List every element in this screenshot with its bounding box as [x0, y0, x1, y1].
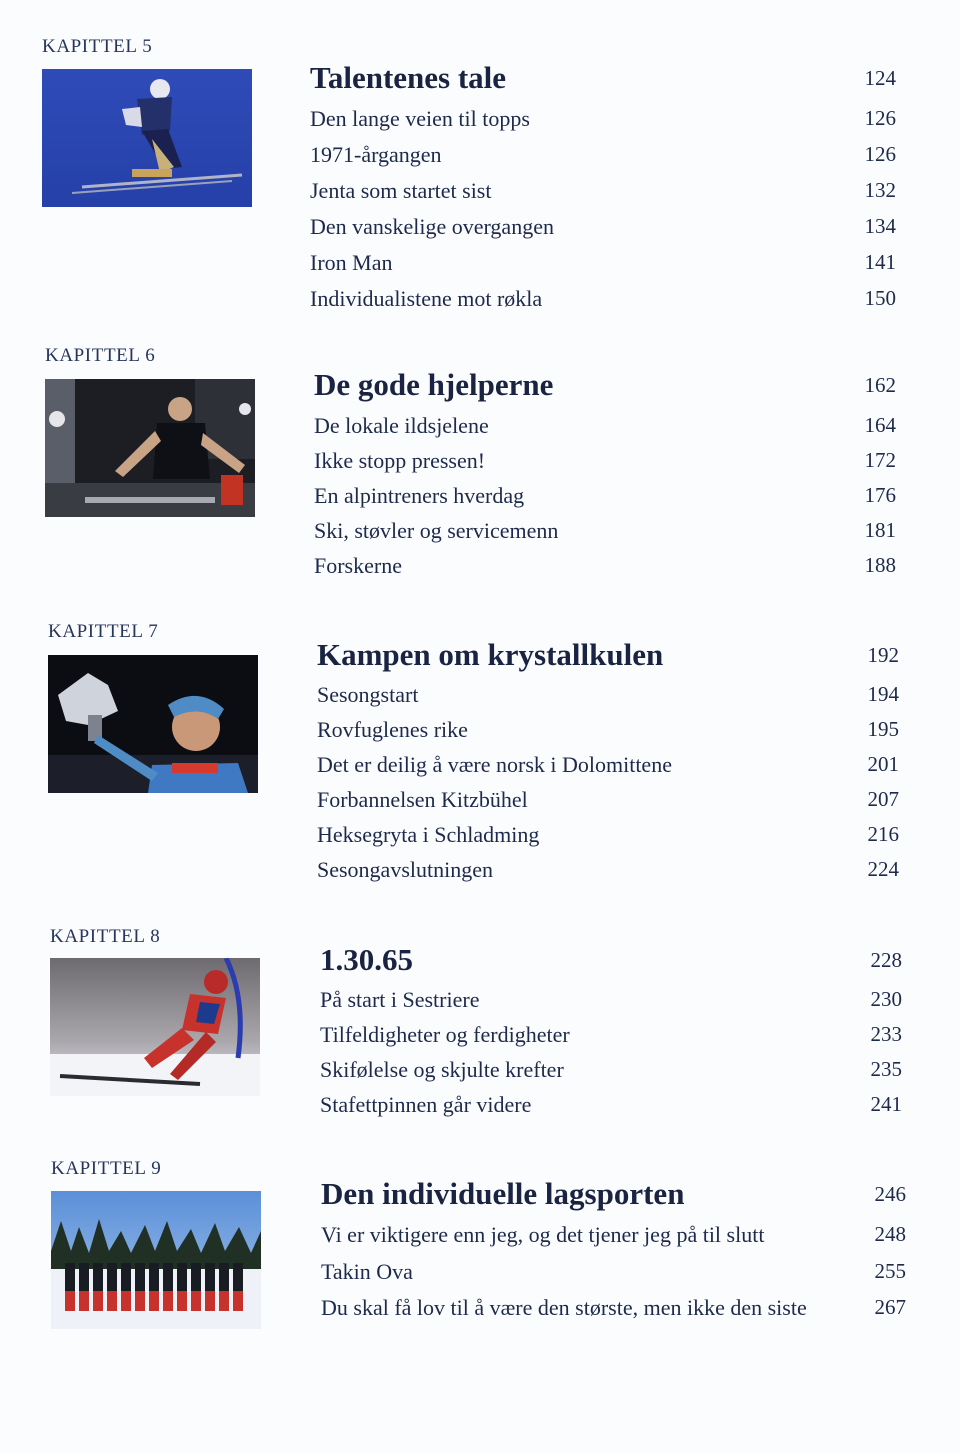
- entry-title: Ikke stopp pressen!: [314, 448, 486, 473]
- entry-page: 172: [864, 448, 896, 472]
- entry-title: En alpintreners hverdag: [314, 483, 525, 508]
- entry-title: Vi er viktigere enn jeg, og det tjener jeg på til slutt: [321, 1222, 765, 1247]
- entry-page: 176: [864, 483, 896, 507]
- toc-entry[interactable]: [310, 60, 910, 102]
- entry-page: 134: [864, 214, 896, 238]
- toc-entry[interactable]: [317, 857, 917, 893]
- entry-title: 1.30.65: [320, 942, 413, 977]
- toc-entry[interactable]: [314, 413, 914, 449]
- toc-entry[interactable]: [320, 1057, 920, 1093]
- toc-entry[interactable]: [320, 987, 920, 1023]
- entry-title: Den individuelle lagsporten: [321, 1176, 685, 1211]
- giant-slalom-skier-photo: [50, 958, 260, 1096]
- entry-page: 164: [864, 413, 896, 437]
- entry-page: 188: [864, 553, 896, 577]
- toc-entry[interactable]: [320, 1092, 920, 1128]
- entry-page: 233: [870, 1022, 902, 1046]
- toc-entry[interactable]: [310, 142, 910, 178]
- entry-page: 181: [864, 518, 896, 542]
- entry-page: 207: [867, 787, 899, 811]
- toc-entry[interactable]: [314, 367, 914, 409]
- entry-title: Individualistene mot røkla: [310, 286, 543, 311]
- team-group-photo: [51, 1191, 261, 1329]
- ski-workshop-photo: [45, 379, 255, 517]
- entry-title: De lokale ildsjelene: [314, 413, 489, 438]
- entry-title: Forskerne: [314, 553, 402, 578]
- entry-page: 255: [874, 1259, 906, 1283]
- toc-entry[interactable]: [321, 1295, 911, 1331]
- entry-title: Heksegryta i Schladming: [317, 822, 540, 847]
- toc-entry[interactable]: [317, 787, 917, 823]
- entry-title: Jenta som startet sist: [310, 178, 492, 203]
- toc-entry[interactable]: [317, 822, 917, 858]
- entry-page: 124: [864, 66, 896, 90]
- entry-page: 194: [867, 682, 899, 706]
- chapter-label: KAPITTEL 5: [42, 36, 153, 57]
- toc-entry[interactable]: [321, 1259, 911, 1295]
- toc-entry[interactable]: [310, 214, 910, 250]
- entry-title: Den lange veien til topps: [310, 106, 530, 131]
- entry-page: 248: [874, 1222, 906, 1246]
- chapter-label: KAPITTEL 9: [51, 1158, 162, 1179]
- entry-page: 230: [870, 987, 902, 1011]
- entry-title: Talentenes tale: [310, 60, 507, 95]
- entry-title: Ski, støvler og servicemenn: [314, 518, 559, 543]
- toc-entry[interactable]: [310, 286, 910, 322]
- entry-title: Det er deilig å være norsk i Dolomittene: [317, 752, 672, 777]
- entry-title: Kampen om krystallkulen: [317, 637, 664, 672]
- toc-entry[interactable]: [320, 1022, 920, 1058]
- entry-page: 126: [864, 106, 896, 130]
- entry-title: Sesongavslutningen: [317, 857, 493, 882]
- toc-entry[interactable]: [310, 106, 910, 142]
- entry-title: På start i Sestriere: [320, 987, 480, 1012]
- toc-entry[interactable]: [314, 448, 914, 484]
- entry-title: De gode hjelperne: [314, 367, 554, 402]
- entry-page: 201: [867, 752, 899, 776]
- entry-page: 195: [867, 717, 899, 741]
- entry-page: 150: [864, 286, 896, 310]
- entry-page: 216: [867, 822, 899, 846]
- entry-title: Rovfuglenes rike: [317, 717, 468, 742]
- entry-page: 192: [867, 643, 899, 667]
- entry-page: 126: [864, 142, 896, 166]
- toc-entry[interactable]: [317, 682, 917, 718]
- entry-page: 132: [864, 178, 896, 202]
- toc-entry[interactable]: [314, 518, 914, 554]
- entry-title: Den vanskelige overgangen: [310, 214, 554, 239]
- entry-page: 246: [874, 1182, 906, 1206]
- entry-title: Tilfeldigheter og ferdigheter: [320, 1022, 570, 1047]
- entry-title: Takin Ova: [321, 1259, 413, 1284]
- toc-entry[interactable]: [317, 752, 917, 788]
- toc-entry[interactable]: [317, 717, 917, 753]
- toc-entry[interactable]: [320, 942, 920, 984]
- chapter-label: KAPITTEL 7: [48, 621, 159, 642]
- entry-title: Du skal få lov til å være den største, men ikke den siste: [321, 1295, 807, 1320]
- entry-page: 241: [870, 1092, 902, 1116]
- entry-title: Sesongstart: [317, 682, 419, 707]
- entry-page: 224: [867, 857, 899, 881]
- toc-entry[interactable]: [321, 1222, 911, 1258]
- skier-crouch-photo: [42, 69, 252, 207]
- entry-page: 267: [874, 1295, 906, 1319]
- toc-entry[interactable]: [314, 553, 914, 589]
- entry-title: Stafettpinnen går videre: [320, 1092, 532, 1117]
- entry-title: Forbannelsen Kitzbühel: [317, 787, 528, 812]
- entry-page: 162: [864, 373, 896, 397]
- entry-title: Iron Man: [310, 250, 393, 275]
- entry-page: 141: [864, 250, 896, 274]
- toc-entry[interactable]: [314, 483, 914, 519]
- entry-page: 235: [870, 1057, 902, 1081]
- toc-entry[interactable]: [310, 250, 910, 286]
- toc-entry[interactable]: [317, 637, 917, 679]
- chapter-label: KAPITTEL 6: [45, 345, 156, 366]
- entry-title: 1971-årgangen: [310, 142, 442, 167]
- entry-title: Skifølelse og skjulte krefter: [320, 1057, 564, 1082]
- toc-entry[interactable]: [310, 178, 910, 214]
- entry-page: 228: [870, 948, 902, 972]
- toc-entry[interactable]: [321, 1176, 911, 1218]
- chapter-label: KAPITTEL 8: [50, 926, 161, 947]
- trophy-celebration-photo: [48, 655, 258, 793]
